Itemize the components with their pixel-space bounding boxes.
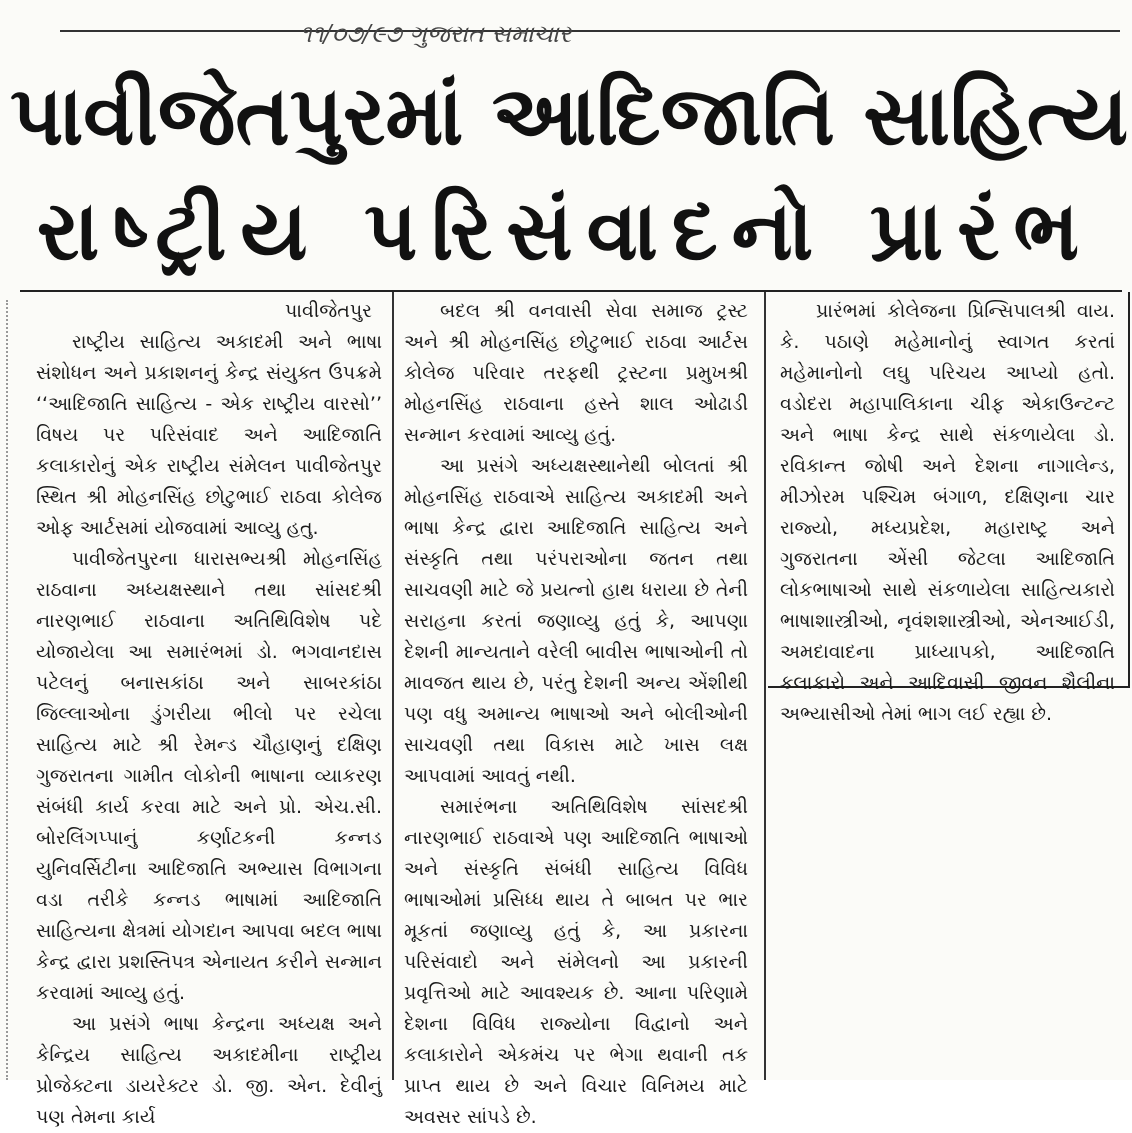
article-column-3 [780, 296, 1115, 725]
headline-line-2: રાષ્ટ્રીય પરિસંવાદનો પ્રારંભ [36, 184, 1094, 279]
dateline-place: પાવીજેતપુર [285, 300, 372, 322]
paragraph: પાવીજેતપુરના ધારાસભ્યશ્રી મોહનસિંહ રાઠવાના અધ્યક્ષસ્થાને તથા સાંસદશ્રી નારણભાઈ રાઠવાના અતિથિવિશેષ પદે યોજાયેલા આ સમારંભમાં ડો. ભગવાનદાસ પટેલનું બનાસકાંઠા અને સાબરકાંઠા જિલ્લાઓના ડુંગરીયા ભીલો પર રચેલા સાહિત્ય માટે શ્રી રેમન્ડ ચૌહાણનું દક્ષિણ ગુજરાતના ગામીત લોકોની ભાષાના વ્યાકરણ સંબંધી કાર્ય કરવા માટે અને પ્રો. એચ.સી. બોરલિંગપ્પાનું કર્ણાટકની કન્નડ યુનિવર્સિટીના આદિજાતિ અભ્યાસ વિભાગના વડા તરીકે કન્નડ ભાષામાં આદિજાતિ સાહિત્યના ક્ષેત્રમાં યોગદાન આપવા બદલ ભાષા કેન્દ્ર દ્વારા પ્રશસ્તિપત્ર એનાયત કરીને સન્માન કરવામાં આવ્યુ હતું. [36, 548, 382, 1004]
paragraph: પ્રારંભમાં કોલેજના પ્રિન્સિપાલશ્રી વાય. કે. પઠાણે મહેમાનોનું સ્વાગત કરતાં મહેમાનોનો લઘુ પરિચય આપ્યો હતો. વડોદરા મહાપાલિકાના ચીફ એકાઉન્ટન્ટ અને ભાષા કેન્દ્ર સાથે સંકળાયેલા ડો. રવિકાન્ત જોષી અને દેશના નાગાલેન્ડ, મીઝોરમ પશ્ચિમ બંગાળ, દક્ષિણના ચાર રાજ્યો, મધ્યપ્રદેશ, મહારાષ્ટ્ર અને ગુજરાતના એંસી જેટલા આદિજાતિ લોકભાષાઓ સાથે સંકળાયેલા સાહિત્યકારો ભાષાશાસ્ત્રીઓ, નૃવંશશાસ્ત્રીઓ, એનઆઈડી, અમદાવાદના પ્રાધ્યાપકો, આદિજાતિ કલાકારો અને આદિવાસી જીવન શૈલીના અભ્યાસીઓ તેમાં ભાગ લઈ રહ્યા છે. [780, 300, 1115, 725]
paragraph: રાષ્ટ્રીય સાહિત્ય અકાદમી અને ભાષા સંશોધન અને પ્રકાશનનું કેન્દ્ર સંયુક્ત ઉપક્રમે ‘‘આદિજાતિ સાહિત્ય - એક રાષ્ટ્રીય વારસો’’ વિષય પર પરિસંવાદ અને આદિજાતિ કલાકારોનું એક રાષ્ટ્રીય સંમેલન પાવીજેતપુર સ્થિત શ્રી મોહનસિંહ છોટુભાઈ રાઠવા કોલેજ ઓફ આર્ટસમાં યોજવામાં આવ્યુ હતુ. [36, 331, 382, 539]
headline-line-1: પાવીજેતપુરમાં આદિજાતિ સાહિત્ય [10, 69, 1129, 164]
article-column-2 [404, 296, 748, 1128]
handwritten-dateline: ૧૧/૦૭/૯૭ ગુજરાત સમાચાર [300, 20, 572, 48]
paragraph: આ પ્રસંગે અધ્યક્ષસ્થાનેથી બોલતાં શ્રી મોહનસિંહ રાઠવાએ સાહિત્ય અકાદમી અને ભાષા કેન્દ્ર દ્વારા આદિજાતિ સાહિત્ય અને સંસ્કૃતિ તથા પરંપરાઓના જતન તથા સાચવણી માટે જે પ્રયત્નો હાથ ધરાયા છે તેની સરાહના કરતાં જણાવ્યુ હતું કે, આપણા દેશની માન્યતાને વરેલી બાવીસ ભાષાઓની તો માવજત થાય છે, પરંતુ દેશની અન્ય એંશીથી પણ વધુ અમાન્ય ભાષાઓ અને બોલીઓની સાચવણી તથા વિકાસ માટે ખાસ લક્ષ આપવામાં આવતું નથી. [404, 455, 748, 787]
paragraph: બદલ શ્રી વનવાસી સેવા સમાજ ટ્રસ્ટ અને શ્રી મોહનસિંહ છોટુભાઈ રાઠવા આર્ટસ કોલેજ પરિવાર તરફથી ટ્રસ્ટના પ્રમુખશ્રી મોહનસિંહ રાઠવાના હસ્તે શાલ ઓઢાડી સન્માન કરવામાં આવ્યુ હતું. [404, 300, 748, 446]
paragraph: સમારંભના અતિથિવિશેષ સાંસદશ્રી નારણભાઈ રાઠવાએ પણ આદિજાતિ ભાષાઓ અને સંસ્કૃતિ સંબંધી સાહિત્ય વિવિધ ભાષાઓમાં પ્રસિધ્ધ થાય તે બાબત પર ભાર મૂકતાં જણાવ્યુ હતું કે, આ પ્રકારના પરિસંવાદો અને સંમેલનો આ પ્રકારની પ્રવૃત્તિઓ માટે આવશ્યક છે. આના પરિણામે દેશના વિવિધ રાજ્યોના વિદ્વાનો અને કલાકારોને એકમંચ પર ભેગા થવાની તક પ્રાપ્ત થાય છે અને વિચાર વિનિમય માટે અવસર સાંપડે છે. [404, 796, 748, 1128]
column-divider-2 [764, 292, 766, 1080]
torn-margin [6, 300, 26, 1080]
column-divider-1 [392, 292, 394, 1080]
article-column-1 [36, 296, 382, 1128]
paragraph: આ પ્રસંગે ભાષા કેન્દ્રના અધ્યક્ષ અને કેન્દ્રિય સાહિત્ય અકાદમીના રાષ્ટ્રીય પ્રોજેક્ટના ડાયરેક્ટર ડો. જી. એન. દેવીનું પણ તેમના કાર્ય [36, 1013, 382, 1128]
